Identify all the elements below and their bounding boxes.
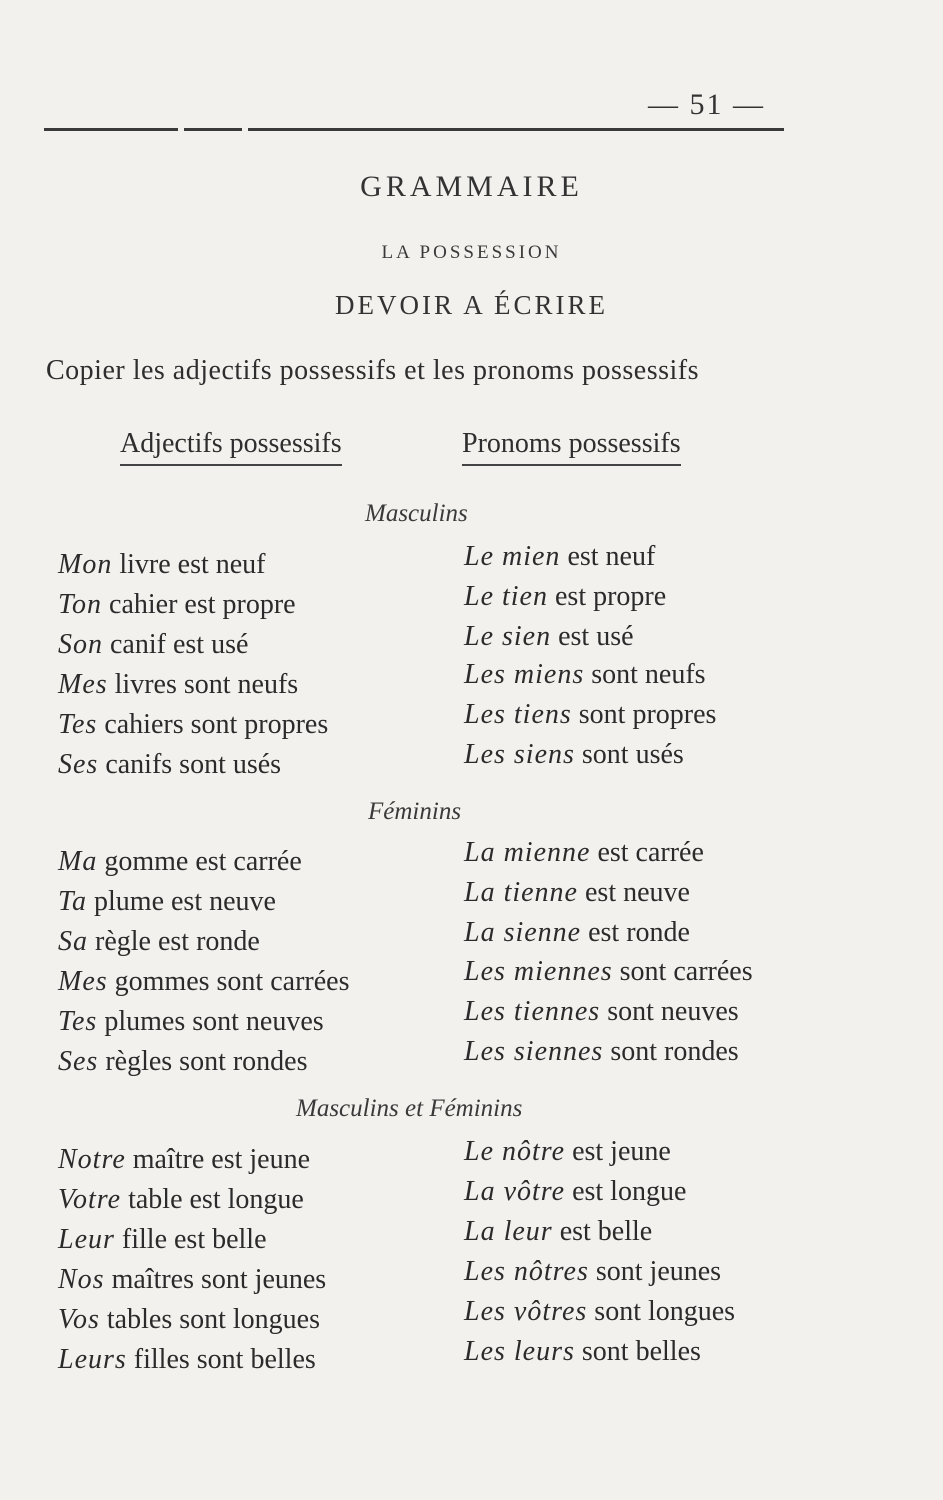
adjective-phrase: table est longue: [121, 1184, 304, 1215]
pronoun-phrase: est neuf: [560, 541, 656, 572]
adjective-word: Ta: [58, 886, 88, 917]
adjective-word: Vos: [58, 1304, 100, 1335]
pronoun-word: Les siennes: [464, 1036, 604, 1067]
pronoun-row: [464, 658, 706, 692]
adjective-phrase: plume est neuve: [87, 886, 276, 917]
adjective-phrase: gomme est carrée: [97, 846, 302, 877]
pronoun-word: Le nôtre: [464, 1136, 566, 1167]
column-header-adjectives: Adjectifs possessifs: [120, 428, 342, 466]
section-label-masculins-et-feminins: Masculins et Féminins: [296, 1095, 523, 1122]
pronoun-row: [464, 836, 704, 870]
adjective-word: Mes: [58, 966, 108, 997]
adjective-row: [58, 708, 328, 742]
adjective-row: [58, 1223, 267, 1257]
pronoun-word: Les nôtres: [464, 1256, 589, 1287]
pronoun-phrase: sont neuves: [600, 996, 739, 1027]
adjective-phrase: livre est neuf: [112, 549, 266, 580]
pronoun-phrase: est propre: [548, 581, 667, 612]
pronoun-phrase: est usé: [551, 621, 634, 652]
adjective-word: Ton: [58, 589, 103, 620]
adjective-word: Mon: [58, 549, 113, 580]
pronoun-word: Le sien: [464, 621, 552, 652]
pronoun-phrase: est ronde: [581, 917, 690, 948]
pronoun-row: [464, 1035, 739, 1069]
adjective-word: Leurs: [58, 1344, 127, 1375]
section-label-feminins: Féminins: [368, 798, 462, 825]
adjective-row: [58, 1303, 320, 1337]
pronoun-phrase: sont neufs: [584, 659, 706, 690]
pronoun-word: Les siens: [464, 739, 575, 770]
exercise-heading: DEVOIR A ÉCRIRE: [334, 290, 608, 320]
adjective-word: Tes: [58, 709, 98, 740]
pronoun-word: Le tien: [464, 581, 548, 612]
adjective-phrase: maître est jeune: [125, 1144, 311, 1175]
adjective-word: Notre: [58, 1144, 126, 1175]
pronoun-row: [464, 876, 690, 910]
pronoun-word: Les tiens: [464, 699, 572, 730]
pronoun-row: [464, 1335, 701, 1369]
header-rule-gap: [178, 128, 184, 132]
pronoun-row: [464, 1175, 686, 1209]
adjective-row: [58, 1343, 316, 1377]
pronoun-row: [464, 916, 690, 950]
pronoun-phrase: sont propres: [571, 699, 717, 730]
adjective-word: Leur: [58, 1224, 115, 1255]
pronoun-phrase: sont rondes: [603, 1036, 739, 1067]
pronoun-word: La vôtre: [464, 1176, 566, 1207]
pronoun-word: Le mien: [464, 541, 561, 572]
adjective-row: [58, 1183, 304, 1217]
adjective-phrase: cahier est propre: [102, 589, 296, 620]
pronoun-word: La leur: [464, 1216, 553, 1247]
adjective-row: [58, 1263, 326, 1297]
pronoun-phrase: sont carrées: [612, 956, 753, 987]
adjective-word: Sa: [58, 926, 88, 957]
adjective-phrase: tables sont longues: [99, 1304, 320, 1335]
pronoun-word: La tienne: [464, 877, 578, 908]
adjective-row: [58, 748, 281, 782]
adjective-row: [58, 925, 260, 959]
pronoun-word: Les tiennes: [464, 996, 601, 1027]
instruction-text: Copier les adjectifs possessifs et les pronoms possessifs: [46, 355, 699, 386]
header-rule: [44, 128, 784, 131]
adjective-word: Tes: [58, 1006, 98, 1037]
pronoun-row: [464, 580, 666, 614]
page-title: GRAMMAIRE: [360, 170, 583, 203]
adjective-phrase: livres sont neufs: [107, 669, 299, 700]
pronoun-word: La sienne: [464, 917, 582, 948]
adjective-word: Nos: [58, 1264, 105, 1295]
adjective-row: [58, 1143, 310, 1177]
pronoun-phrase: sont longues: [587, 1296, 736, 1327]
adjective-phrase: gommes sont carrées: [107, 966, 350, 997]
pronoun-phrase: sont jeunes: [588, 1256, 722, 1287]
adjective-row: [58, 628, 248, 662]
pronoun-row: [464, 995, 739, 1029]
adjective-row: [58, 668, 298, 702]
pronoun-phrase: est jeune: [565, 1136, 671, 1167]
pronoun-phrase: est belle: [552, 1216, 653, 1247]
adjective-phrase: filles sont belles: [126, 1344, 316, 1375]
adjective-phrase: canif est usé: [103, 629, 249, 660]
pronoun-row: [464, 1215, 652, 1249]
page-number: — 51 —: [648, 88, 765, 121]
pronoun-row: [464, 620, 634, 654]
header-rule-gap: [242, 128, 248, 132]
adjective-phrase: cahiers sont propres: [97, 709, 329, 740]
pronoun-phrase: est longue: [565, 1176, 687, 1207]
adjective-row: [58, 1045, 308, 1079]
pronoun-phrase: est neuve: [578, 877, 690, 908]
adjective-word: Ma: [58, 846, 98, 877]
pronoun-phrase: sont usés: [574, 739, 684, 770]
adjective-word: Ses: [58, 749, 99, 780]
pronoun-row: [464, 955, 753, 989]
adjective-row: [58, 588, 296, 622]
pronoun-row: [464, 540, 655, 574]
adjective-phrase: règles sont rondes: [98, 1046, 308, 1077]
adjective-phrase: règle est ronde: [88, 926, 260, 957]
pronoun-row: [464, 1255, 721, 1289]
pronoun-phrase: sont belles: [574, 1336, 701, 1367]
pronoun-word: Les miens: [464, 659, 585, 690]
adjective-word: Votre: [58, 1184, 122, 1215]
pronoun-word: Les leurs: [464, 1336, 575, 1367]
pronoun-row: [464, 1135, 671, 1169]
adjective-row: [58, 965, 349, 999]
adjective-phrase: plumes sont neuves: [97, 1006, 324, 1037]
adjective-word: Ses: [58, 1046, 99, 1077]
pronoun-row: [464, 738, 684, 772]
adjective-phrase: maîtres sont jeunes: [104, 1264, 327, 1295]
adjective-row: [58, 845, 302, 879]
adjective-phrase: fille est belle: [114, 1224, 267, 1255]
adjective-row: [58, 1005, 324, 1039]
pronoun-row: [464, 1295, 735, 1329]
adjective-row: [58, 548, 266, 582]
pronoun-row: [464, 698, 716, 732]
adjective-word: Son: [58, 629, 103, 660]
pronoun-word: La mienne: [464, 837, 591, 868]
adjective-word: Mes: [58, 669, 108, 700]
adjective-row: [58, 885, 276, 919]
pronoun-word: Les miennes: [464, 956, 613, 987]
adjective-phrase: canifs sont usés: [98, 749, 282, 780]
pronoun-phrase: est carrée: [590, 837, 704, 868]
pronoun-word: Les vôtres: [464, 1296, 588, 1327]
section-label-masculins: Masculins: [365, 500, 468, 527]
page-subtitle: LA POSSESSION: [381, 242, 562, 263]
column-header-pronouns: Pronoms possessifs: [462, 428, 681, 466]
